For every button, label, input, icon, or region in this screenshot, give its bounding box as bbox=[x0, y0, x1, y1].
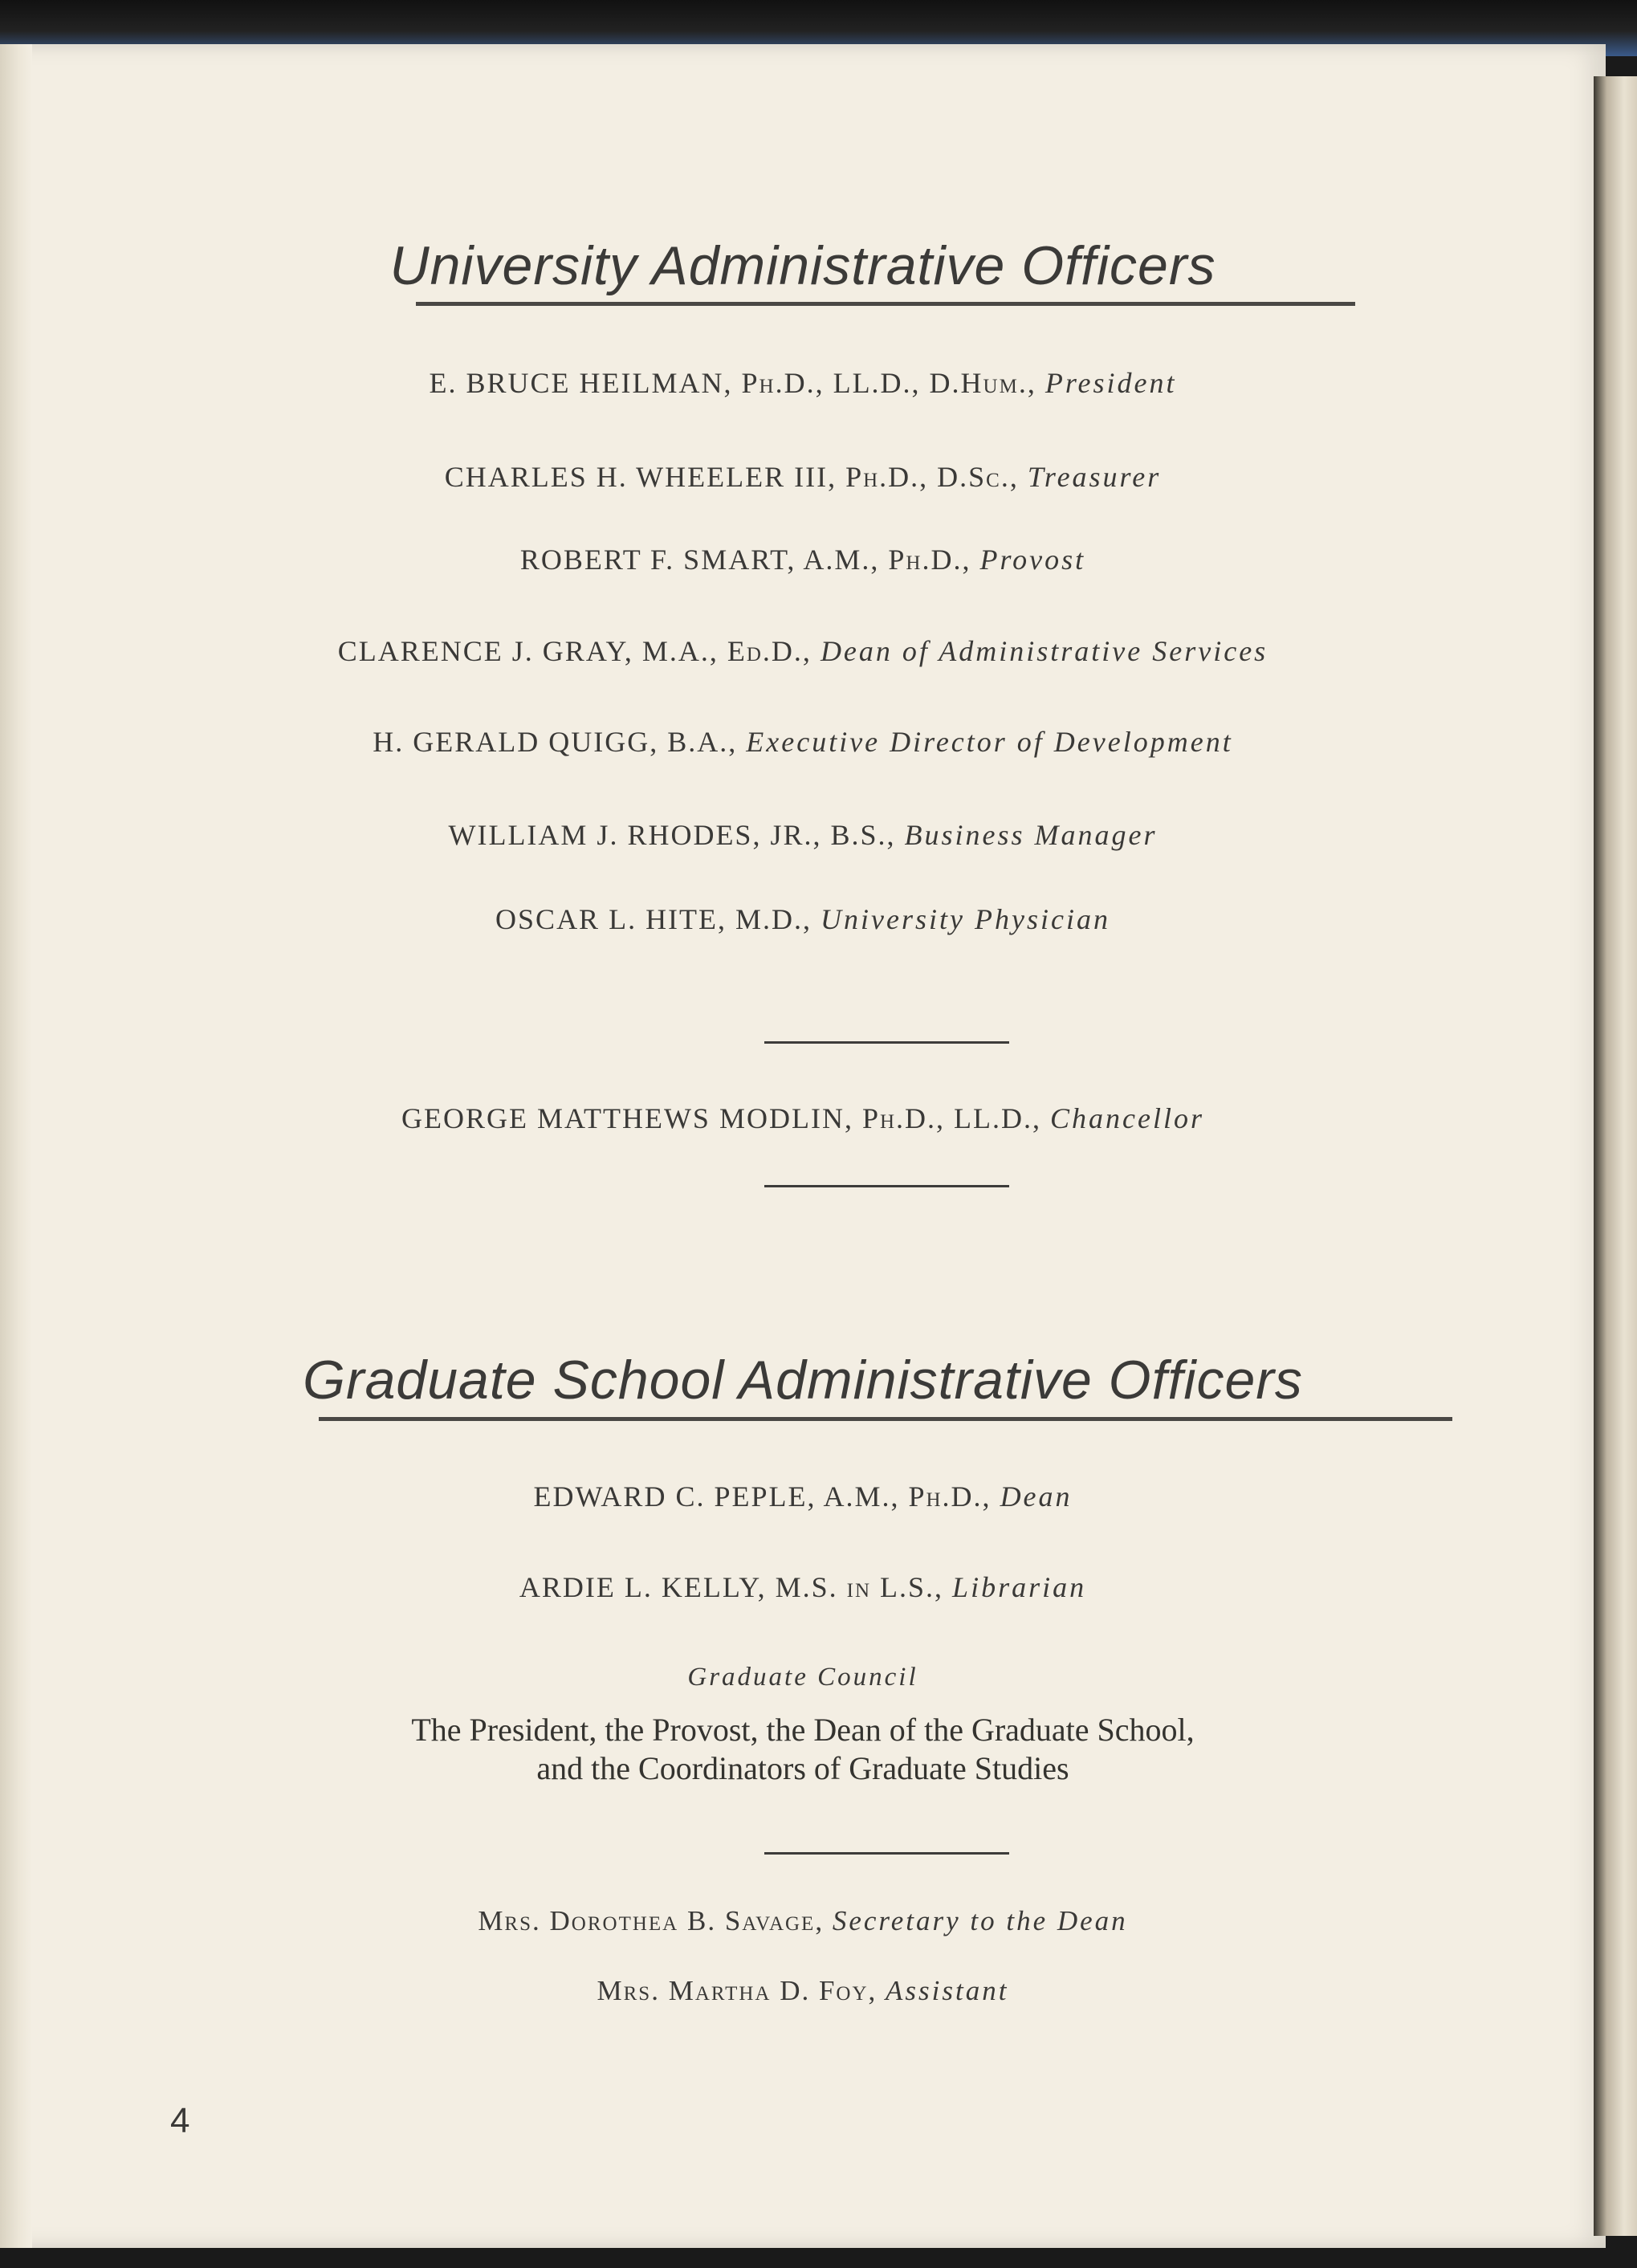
separator-rule bbox=[764, 1185, 1009, 1187]
graduate-officers-heading: Graduate School Administrative Officers bbox=[303, 1350, 1303, 1411]
officer-line-business bbox=[0, 818, 1606, 852]
officer-name: WILLIAM J. RHODES, JR., B.S., bbox=[448, 819, 905, 851]
staff-line-assistant bbox=[0, 1975, 1606, 2007]
officer-degrees: Ph.D., bbox=[908, 1480, 1000, 1513]
officer-title: Dean of Administrative Services bbox=[820, 635, 1268, 667]
staff-name: Mrs. Martha D. Foy, bbox=[597, 1975, 886, 2006]
officer-line-provost bbox=[0, 543, 1606, 576]
officer-degrees: Ph.D., LL.D., D.Hum., bbox=[741, 367, 1045, 399]
university-officers-heading: University Administrative Officers bbox=[389, 235, 1216, 296]
officer-title: Executive Director of Development bbox=[746, 726, 1233, 758]
staff-title: Secretary to the Dean bbox=[832, 1905, 1128, 1936]
officer-name: H. GERALD QUIGG, B.A., bbox=[373, 726, 747, 758]
officer-title: Librarian bbox=[952, 1571, 1087, 1603]
staff-line-secretary bbox=[0, 1905, 1606, 1937]
officer-degrees: Ph.D., LL.D., bbox=[861, 1102, 1051, 1134]
officer-title: Dean bbox=[1000, 1480, 1073, 1513]
officer-name: ARDIE L. KELLY, M.S. bbox=[519, 1571, 847, 1603]
officer-name: CHARLES H. WHEELER III, bbox=[444, 461, 846, 493]
page-number: 4 bbox=[170, 2101, 190, 2140]
officer-line-physician bbox=[0, 902, 1606, 936]
graduate-council-members bbox=[0, 1711, 1606, 1788]
officer-title: Chancellor bbox=[1050, 1102, 1204, 1134]
officer-title: Business Manager bbox=[904, 819, 1158, 851]
officer-title: President bbox=[1045, 367, 1177, 399]
officer-name: OSCAR L. HITE, M.D., bbox=[495, 903, 821, 935]
staff-title: Assistant bbox=[886, 1975, 1009, 2006]
officer-line-development bbox=[0, 725, 1606, 759]
officer-line-treasurer bbox=[0, 460, 1606, 494]
council-line-2: and the Coordinators of Graduate Studies bbox=[536, 1750, 1069, 1786]
officer-name: E. BRUCE HEILMAN, bbox=[429, 367, 742, 399]
officer-name-degree: L.S., bbox=[880, 1571, 953, 1603]
officer-title: Provost bbox=[979, 544, 1086, 576]
officer-line-graduate-dean bbox=[0, 1480, 1606, 1513]
officer-name: EDWARD C. PEPLE, A.M., bbox=[533, 1480, 909, 1513]
staff-name: Mrs. Dorothea B. Savage, bbox=[478, 1905, 833, 1936]
graduate-heading-underline bbox=[319, 1417, 1452, 1421]
separator-rule bbox=[764, 1852, 1009, 1855]
officer-title: University Physician bbox=[821, 903, 1110, 935]
council-line-1: The President, the Provost, the Dean of the Graduate School, bbox=[411, 1712, 1195, 1748]
officer-title: Treasurer bbox=[1027, 461, 1162, 493]
officer-degrees: Ed.D., bbox=[727, 635, 821, 667]
officer-line-chancellor bbox=[0, 1101, 1606, 1135]
university-heading-underline bbox=[416, 302, 1355, 306]
officer-degrees: Ph.D., bbox=[888, 544, 980, 576]
officer-line-dean-admin bbox=[0, 634, 1606, 668]
officer-name: GEORGE MATTHEWS MODLIN, bbox=[401, 1102, 862, 1134]
separator-rule bbox=[764, 1041, 1009, 1044]
officer-name: ROBERT F. SMART, A.M., bbox=[519, 544, 889, 576]
officer-line-president bbox=[0, 366, 1606, 400]
officer-degree-connector: in bbox=[846, 1571, 881, 1603]
officer-degrees: Ph.D., D.Sc., bbox=[845, 461, 1028, 493]
officer-line-librarian bbox=[0, 1570, 1606, 1604]
graduate-council-heading: Graduate Council bbox=[687, 1663, 918, 1692]
officer-name: CLARENCE J. GRAY, M.A., bbox=[337, 635, 727, 667]
